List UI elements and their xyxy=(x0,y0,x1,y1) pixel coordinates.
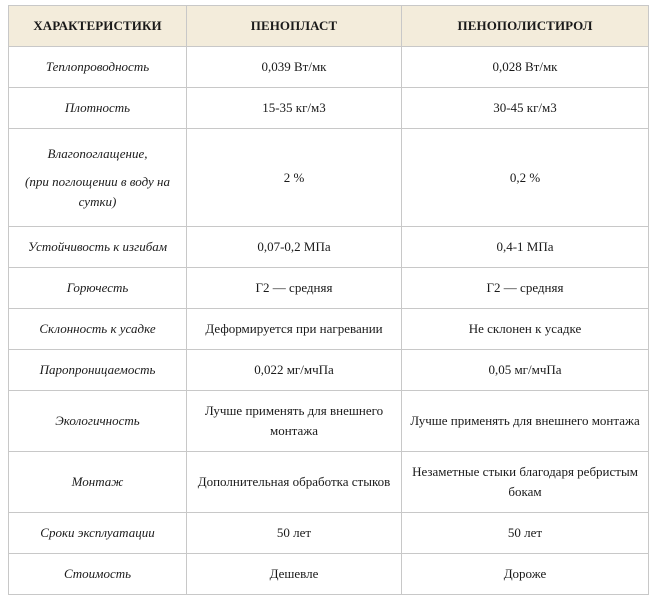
table-row xyxy=(9,309,649,350)
penoplast-value: Дешевле xyxy=(187,554,402,595)
row-label: Склонность к усадке xyxy=(9,309,187,350)
table-row xyxy=(9,391,649,452)
penopolistirol-value: Лучше применять для внешнего монтажа xyxy=(402,391,649,452)
table-header xyxy=(9,6,649,47)
penopolistirol-value: Дороже xyxy=(402,554,649,595)
comparison-table-container xyxy=(8,5,648,595)
penoplast-value: Г2 — средняя xyxy=(187,268,402,309)
row-label: Устойчивость к изгибам xyxy=(9,227,187,268)
table-row xyxy=(9,554,649,595)
row-label-main: Влагопоглащение, xyxy=(47,145,148,161)
table-body xyxy=(9,47,649,595)
penopolistirol-value: 0,05 мг/мчПа xyxy=(402,350,649,391)
penoplast-value: Дополнительная обработка стыков xyxy=(187,452,402,513)
row-label xyxy=(9,129,187,227)
penoplast-value: 0,07-0,2 МПа xyxy=(187,227,402,268)
row-label: Сроки эксплуатации xyxy=(9,513,187,554)
penoplast-value: 0,039 Вт/мк xyxy=(187,47,402,88)
row-label: Экологичность xyxy=(9,391,187,452)
table-row xyxy=(9,513,649,554)
header-penoplast: ПЕНОПЛАСТ xyxy=(187,6,402,47)
table-row xyxy=(9,227,649,268)
row-label: Горючесть xyxy=(9,268,187,309)
penoplast-value: Деформируется при нагревании xyxy=(187,309,402,350)
table-row xyxy=(9,452,649,513)
penoplast-value: Лучше применять для внешнего монтажа xyxy=(187,391,402,452)
penoplast-value: 15-35 кг/м3 xyxy=(187,88,402,129)
table-row xyxy=(9,88,649,129)
table-row xyxy=(9,47,649,88)
row-label: Теплопроводность xyxy=(9,47,187,88)
row-label: Монтаж xyxy=(9,452,187,513)
penopolistirol-value: Незаметные стыки благодаря ребристым бокам xyxy=(402,452,649,513)
table-row xyxy=(9,350,649,391)
penoplast-value: 50 лет xyxy=(187,513,402,554)
penopolistirol-value: 30-45 кг/м3 xyxy=(402,88,649,129)
penopolistirol-value: Не склонен к усадке xyxy=(402,309,649,350)
row-label-note: (при поглощении в воду на сутки) xyxy=(25,173,170,209)
row-label: Стоимость xyxy=(9,554,187,595)
table-row xyxy=(9,129,649,227)
table-row xyxy=(9,268,649,309)
penopolistirol-value: 0,2 % xyxy=(402,129,649,227)
penopolistirol-value: 0,028 Вт/мк xyxy=(402,47,649,88)
header-characteristics: ХАРАКТЕРИСТИКИ xyxy=(9,6,187,47)
penopolistirol-value: 50 лет xyxy=(402,513,649,554)
penoplast-value: 2 % xyxy=(187,129,402,227)
comparison-table xyxy=(8,5,649,595)
header-row xyxy=(9,6,649,47)
penoplast-value: 0,022 мг/мчПа xyxy=(187,350,402,391)
penopolistirol-value: 0,4-1 МПа xyxy=(402,227,649,268)
penopolistirol-value: Г2 — средняя xyxy=(402,268,649,309)
label-spacer xyxy=(13,164,182,172)
header-penopolistirol: ПЕНОПОЛИСТИРОЛ xyxy=(402,6,649,47)
row-label: Плотность xyxy=(9,88,187,129)
row-label: Паропроницаемость xyxy=(9,350,187,391)
